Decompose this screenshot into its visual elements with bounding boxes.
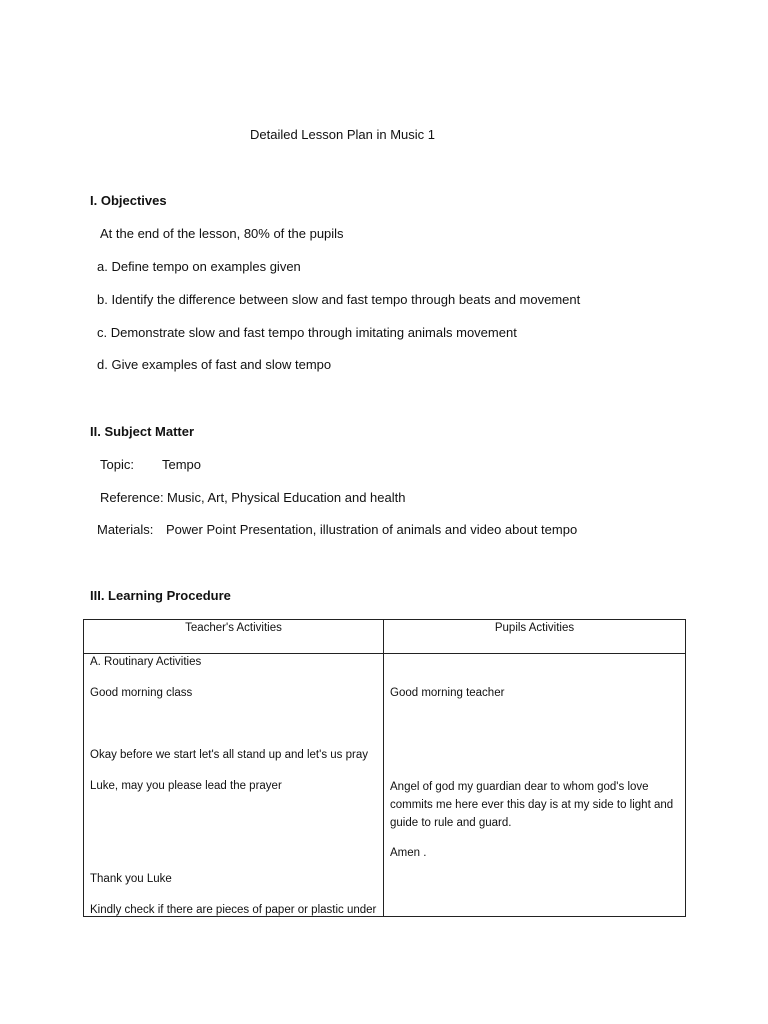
- learning-procedure-table: [83, 619, 686, 917]
- table-header-row: [84, 620, 686, 654]
- pupil-activities-cell: [384, 654, 686, 917]
- objective-item: b. Identify the difference between slow and fast tempo through beats and movement: [97, 292, 581, 307]
- objective-item: c. Demonstrate slow and fast tempo through imitating animals movement: [97, 325, 517, 340]
- materials-label: Materials:: [97, 522, 154, 537]
- teacher-line: Okay before we start let's all stand up and let's us pray: [90, 749, 368, 761]
- reference-value: Music, Art, Physical Education and health: [167, 490, 406, 505]
- pupil-prayer-text: Angel of god my guardian dear to whom god's love commits me here ever this day is at my side to light and guide to rule and guard.: [390, 781, 674, 829]
- objectives-heading: I. Objectives: [90, 193, 167, 208]
- pupil-line: Good morning teacher: [390, 687, 505, 699]
- teacher-line: Thank you Luke: [90, 873, 172, 885]
- teacher-line: Kindly check if there are pieces of paper or plastic under: [90, 904, 377, 916]
- topic-label: Topic:: [100, 457, 134, 472]
- materials-value: Power Point Presentation, illustration of animals and video about tempo: [166, 522, 578, 537]
- objective-item: d. Give examples of fast and slow tempo: [97, 357, 332, 372]
- teacher-activities-cell: [84, 654, 384, 917]
- topic-value: Tempo: [162, 457, 202, 472]
- teacher-line: Luke, may you please lead the prayer: [90, 780, 282, 792]
- document-title: Detailed Lesson Plan in Music 1: [250, 127, 435, 142]
- subject-matter-heading: II. Subject Matter: [90, 424, 195, 439]
- column-header-teacher: Teacher's Activities: [84, 620, 384, 654]
- objectives-intro: At the end of the lesson, 80% of the pupils: [100, 226, 344, 241]
- teacher-line: A. Routinary Activities: [90, 656, 202, 668]
- reference-label: Reference:: [100, 490, 164, 505]
- column-header-pupils: Pupils Activities: [384, 620, 686, 654]
- table-row: [84, 654, 686, 917]
- learning-procedure-heading: III. Learning Procedure: [90, 588, 231, 603]
- pupil-line: Amen .: [390, 847, 427, 859]
- teacher-line: Good morning class: [90, 687, 193, 699]
- objective-item: a. Define tempo on examples given: [97, 259, 301, 274]
